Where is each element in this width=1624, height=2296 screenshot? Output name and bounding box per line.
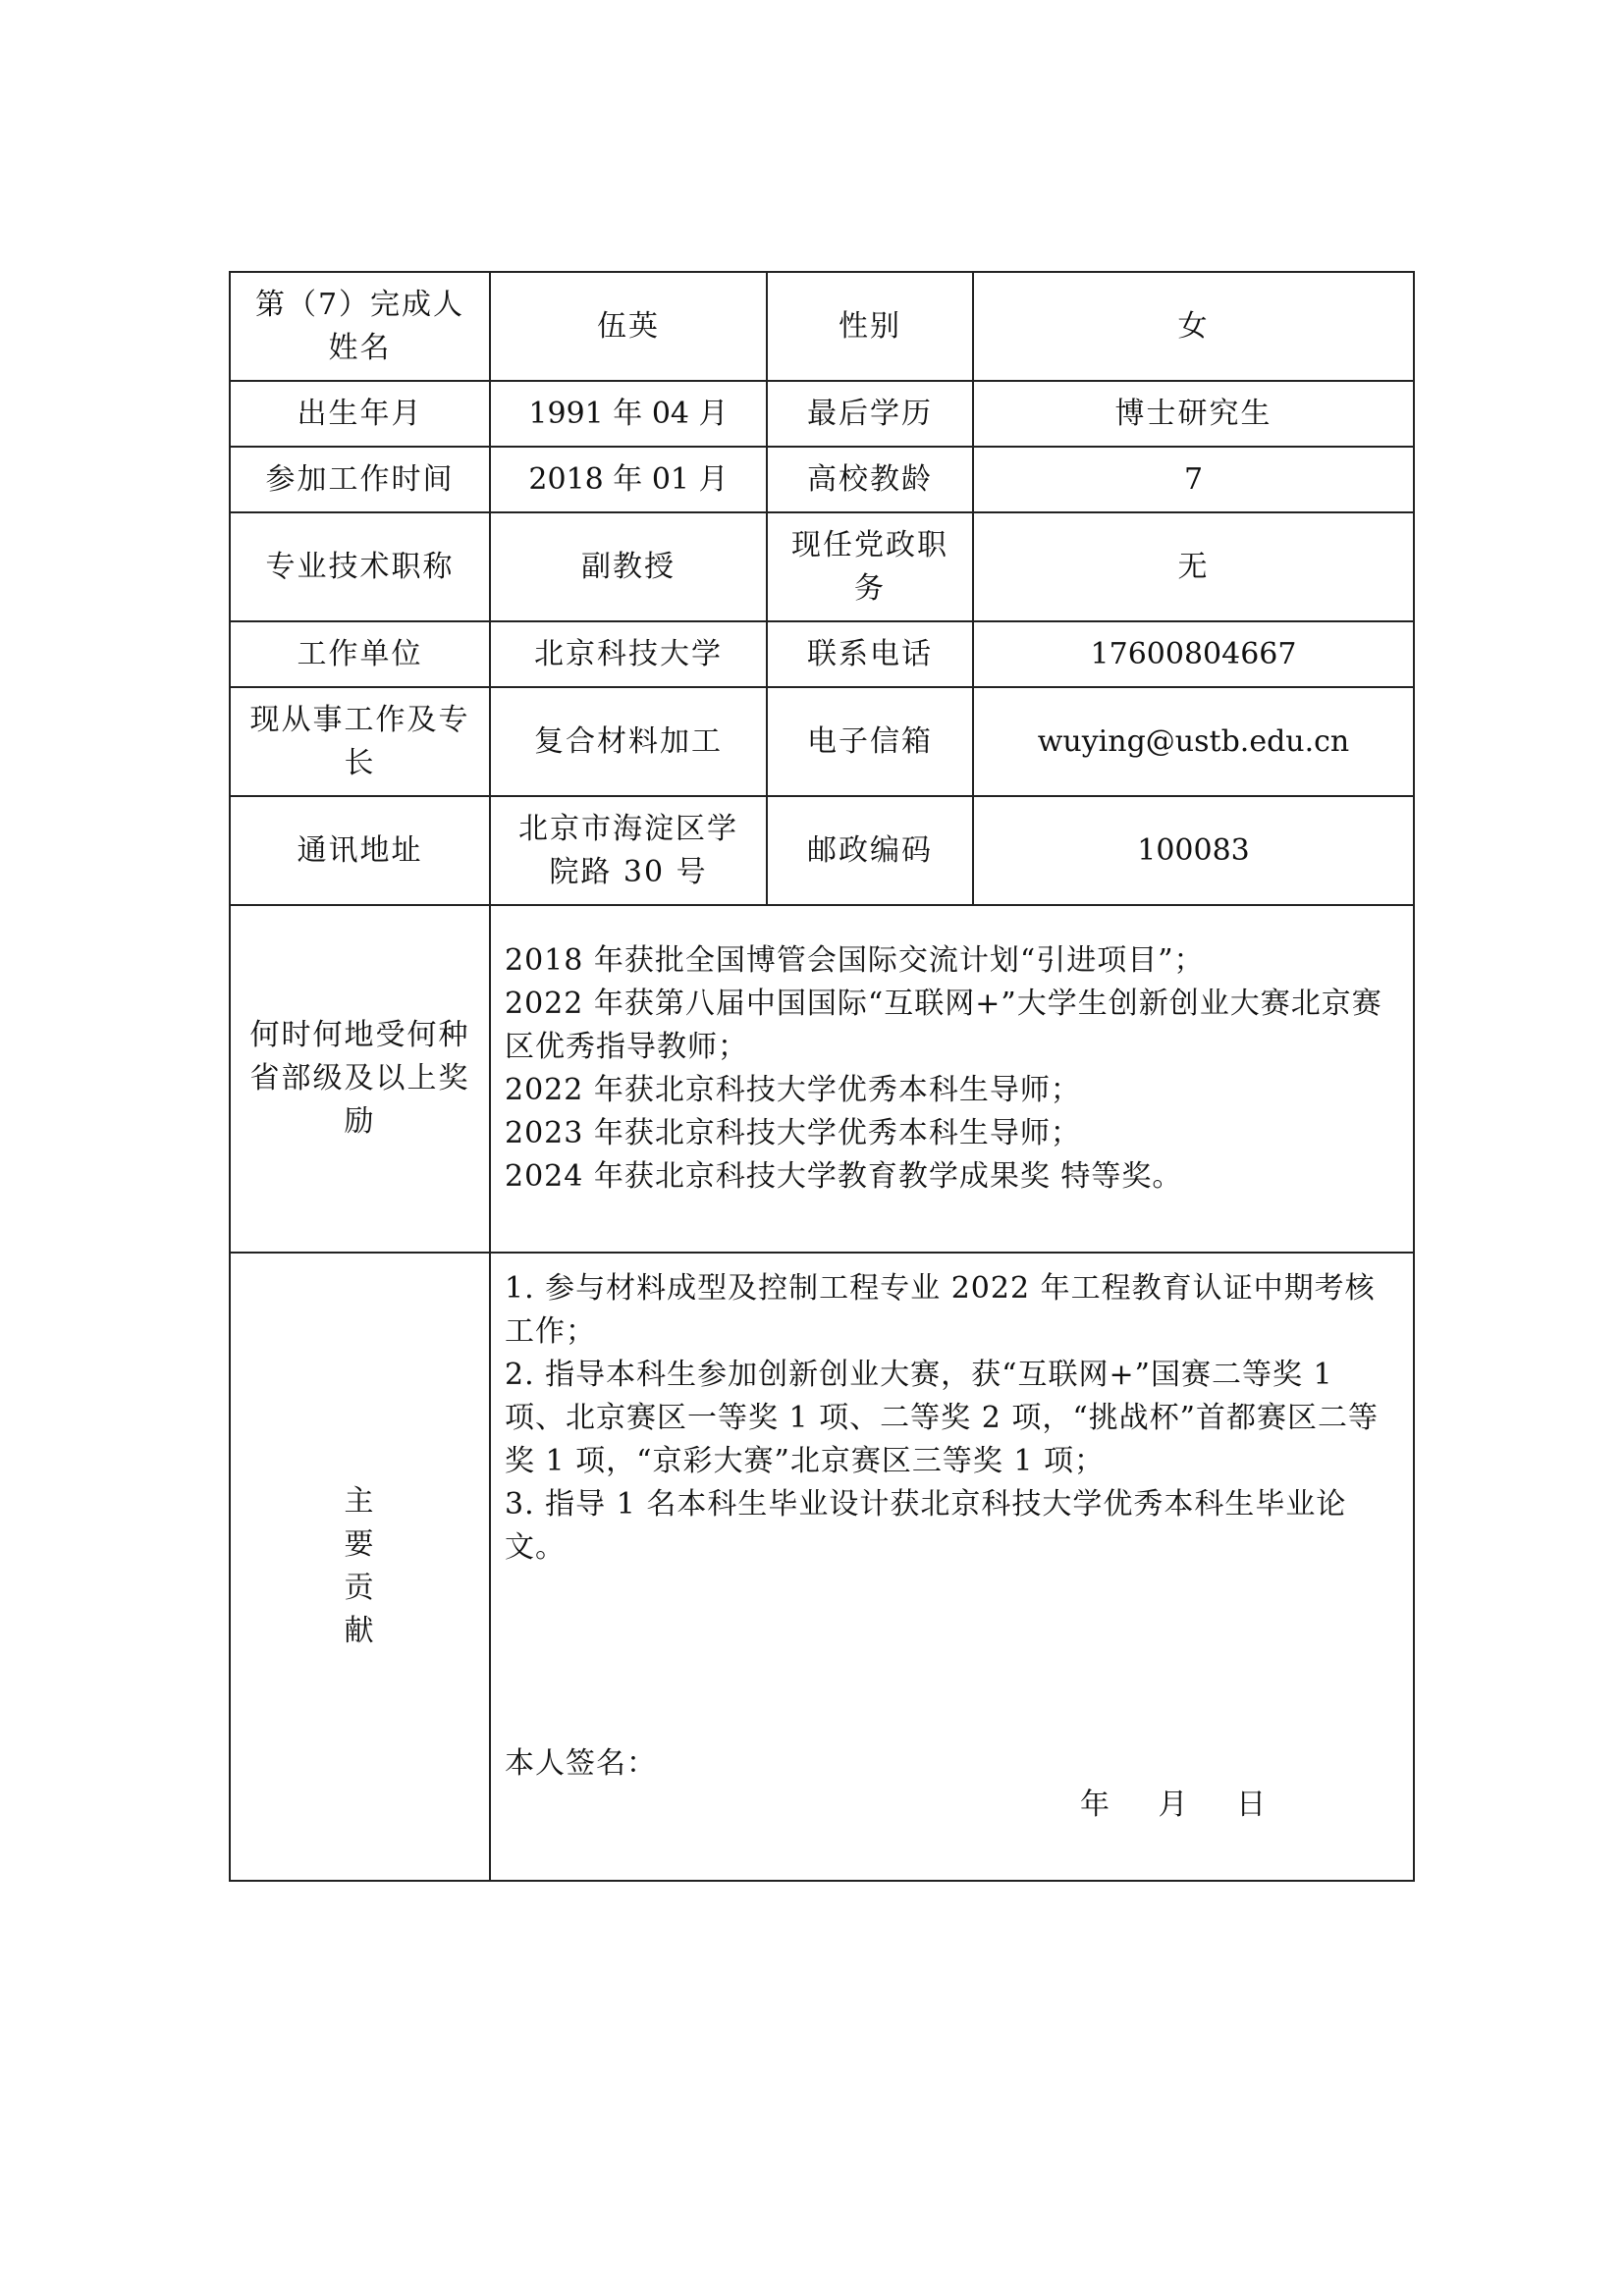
label-awards: 何时何地受何种省部级及以上奖励 bbox=[230, 905, 490, 1253]
value-address: 北京市海淀区学院路 30 号 bbox=[490, 796, 767, 905]
award-item: 2018 年获批全国博管会国际交流计划“引进项目”； bbox=[505, 943, 1205, 978]
label-professional-title: 专业技术职称 bbox=[230, 512, 490, 621]
form-row-birth bbox=[230, 381, 1414, 447]
form-row-awards bbox=[230, 905, 1414, 1253]
signature-label: 本人签名： bbox=[505, 1746, 657, 1781]
contribution-item: 1. 参与材料成型及控制工程专业 2022 年工程教育认证中期考核工作； bbox=[505, 1271, 1376, 1349]
label-address: 通讯地址 bbox=[230, 796, 490, 905]
label-phone: 联系电话 bbox=[767, 621, 973, 687]
value-birth-date: 1991 年 04 月 bbox=[490, 381, 767, 447]
label-postcode: 邮政编码 bbox=[767, 796, 973, 905]
form-row-contributions bbox=[230, 1253, 1414, 1881]
contribution-item: 2. 指导本科生参加创新创业大赛，获“互联网+”国赛二等奖 1 项、北京赛区一等奖 1 项、二等奖 2 项，“挑战杯”首都赛区二等奖 1 项，“京彩大赛”北京赛区三等奖 1 项； bbox=[505, 1358, 1379, 1478]
label-gender: 性别 bbox=[767, 272, 973, 381]
value-party-position: 无 bbox=[973, 512, 1414, 621]
contributions-list bbox=[490, 1253, 1414, 1881]
value-postcode: 100083 bbox=[973, 796, 1414, 905]
label-email: 电子信箱 bbox=[767, 687, 973, 796]
contribution-item: 3. 指导 1 名本科生毕业设计获北京科技大学优秀本科生毕业论文。 bbox=[505, 1487, 1347, 1565]
award-item: 2022 年获北京科技大学优秀本科生导师； bbox=[505, 1073, 1081, 1107]
label-party-position: 现任党政职务 bbox=[767, 512, 973, 621]
label-contributions bbox=[230, 1253, 490, 1881]
date-month: 月 bbox=[1158, 1788, 1188, 1822]
form-row-specialty bbox=[230, 687, 1414, 796]
award-item: 2024 年获北京科技大学教育教学成果奖 特等奖。 bbox=[505, 1159, 1183, 1194]
label-education: 最后学历 bbox=[767, 381, 973, 447]
award-item: 2023 年获北京科技大学优秀本科生导师； bbox=[505, 1116, 1081, 1150]
label-char: 主 bbox=[344, 1484, 376, 1519]
form-row-title bbox=[230, 512, 1414, 621]
award-item: 2022 年获第八届中国国际“互联网+”大学生创新创业大赛北京赛区优秀指导教师； bbox=[505, 987, 1382, 1064]
award-nominee-form bbox=[229, 271, 1415, 1882]
label-char: 贡 bbox=[344, 1571, 376, 1605]
label-employer: 工作单位 bbox=[230, 621, 490, 687]
label-birth-date: 出生年月 bbox=[230, 381, 490, 447]
label-name: 第（7）完成人姓名 bbox=[230, 272, 490, 381]
value-gender: 女 bbox=[973, 272, 1414, 381]
form-row-employer bbox=[230, 621, 1414, 687]
value-name: 伍英 bbox=[490, 272, 767, 381]
date-day: 日 bbox=[1236, 1788, 1267, 1822]
label-specialty: 现从事工作及专长 bbox=[230, 687, 490, 796]
value-teaching-years: 7 bbox=[973, 447, 1414, 512]
signature-date bbox=[1080, 1784, 1266, 1827]
form-row-name bbox=[230, 272, 1414, 381]
label-teaching-years: 高校教龄 bbox=[767, 447, 973, 512]
awards-list bbox=[490, 905, 1414, 1253]
value-education: 博士研究生 bbox=[973, 381, 1414, 447]
value-work-start: 2018 年 01 月 bbox=[490, 447, 767, 512]
value-professional-title: 副教授 bbox=[490, 512, 767, 621]
value-phone: 17600804667 bbox=[973, 621, 1414, 687]
form-row-work-start bbox=[230, 447, 1414, 512]
value-specialty: 复合材料加工 bbox=[490, 687, 767, 796]
label-char: 献 bbox=[344, 1614, 376, 1648]
value-employer: 北京科技大学 bbox=[490, 621, 767, 687]
label-char: 要 bbox=[344, 1527, 376, 1562]
form-row-address bbox=[230, 796, 1414, 905]
label-work-start: 参加工作时间 bbox=[230, 447, 490, 512]
date-year: 年 bbox=[1080, 1788, 1110, 1822]
value-email: wuying@ustb.edu.cn bbox=[973, 687, 1414, 796]
